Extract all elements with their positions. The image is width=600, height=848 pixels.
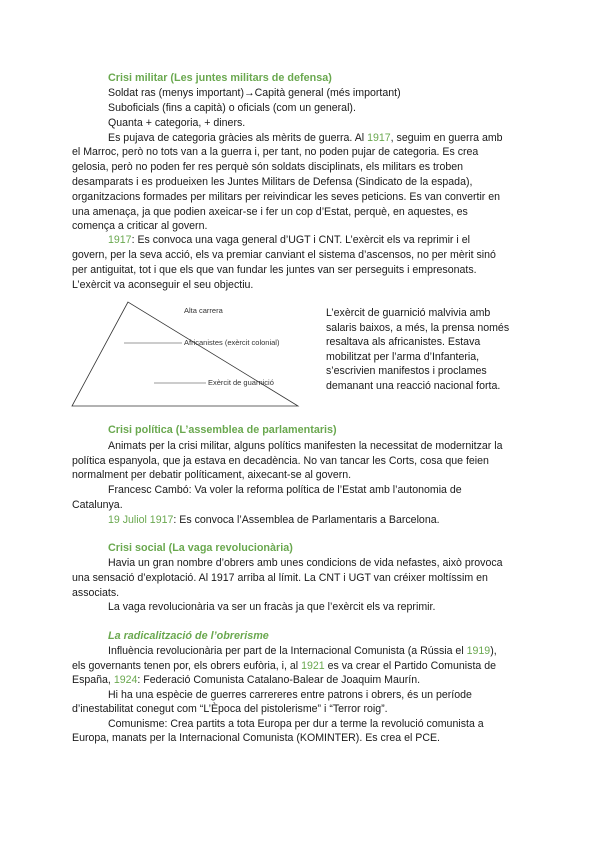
text-line [72,659,496,673]
text-line: per antiguitat, tot i que els que van fundar les juntes van ser perseguits i empresonats. [72,264,477,276]
text-line: d’inestabilitat conegut com “L’Època del pistolerisme” i “Terror roig”. [72,703,388,715]
side-note-line: L’exèrcit de guarnició malvivia amb [326,307,491,319]
text-run: , seguim en guerra amb [390,132,503,144]
text-line: Soldat ras (menys important)→Capità general (més important) [108,87,401,99]
text-line: política espanyola, que ja estava en decadència. No van tancar les Corts, cosa que feien [72,455,489,467]
text-line: Havia un gran nombre d’obrers amb unes condicions de vida nefastes, això provoca [108,557,503,569]
text-run: España, [72,674,114,686]
section-heading-crisi-politica: Crisi política (L’assemblea de parlamentaris) [108,424,337,436]
text-line: una sensació d’explotació. Al 1917 arriba al límit. La CNT i UGT van créixer moltíssim en [72,572,488,584]
text-line: associats. [72,587,120,599]
text-line [72,673,420,687]
text-run: Es pujava de categoria gràcies als mèrits de guerra. Al [108,132,368,144]
side-note-line: s’escrivien manifestos i proclames [326,365,487,377]
side-note-line: mobilitzat per l’arma d’Infanteria, [326,351,480,363]
text-line: comença a criticar al govern. [72,220,208,232]
pyramid-label-top: Alta carrera [184,306,223,315]
text-line: gelosia, però no poden fer res perquè són soldats disciplinats, els militars es troben [72,161,464,173]
pyramid-label-bot: Exèrcit de guarnició [208,378,274,387]
section-heading-crisi-social: Crisi social (La vaga revolucionària) [108,542,293,554]
side-note-line: demanant una reacció nacional forta. [326,380,501,392]
year-highlight: 1917 [367,132,391,144]
side-note-line: salaris baixos, a més, la prensa només [326,322,510,334]
text-line: govern, per la seva acció, els va premiar canviant el sistema d’ascensos, no per mèrit sinó [72,249,496,261]
text-line: el Marroc, però no tots van a la guerra i, per tant, no poden pujar de categoria. Es crea [72,146,479,158]
text-line: Suboficials (fins a capità) o oficials (com un general). [108,102,356,114]
text-run: ), [490,645,497,657]
year-highlight: 1917 [108,234,132,246]
text-run: Influència revolucionària per part de la Internacional Comunista (a Rússia el [108,645,467,657]
text-line: una amenaça, ja que podien axeicar-se i fer un cop d’Estat, perquè, en aquestes, es [72,206,468,218]
pyramid-outline [72,302,298,406]
text-line: Hi ha una espècie de guerres carrereres entre patrons i obrers, és un període [108,689,472,701]
text-run: : Es convoca l’Assemblea de Parlamentaris a Barcelona. [173,514,440,526]
text-line [108,233,470,247]
text-line: Comunisme: Crea partits a tota Europa per dur a terme la revolució comunista a [108,718,484,730]
year-highlight: 1919 [466,645,491,657]
text-line [108,513,440,527]
side-note-line: resaltava als africanistes. Estava [326,336,481,348]
date-highlight: 19 Juliol 1917 [108,514,174,526]
text-run: els governants tenen por, els obrers eufòria, i, al [72,660,302,672]
pyramid-label-mid: Africanistes (exèrcit colonial) [184,338,280,347]
text-line: organitzacions formades per militars per reivindicar les seves peticions. Es van convertir en [72,191,501,203]
text-line: Quanta + categoria, + diners. [108,117,246,129]
text-run: : Federació Comunista Catalano-Balear de Joaquim Maurín. [137,674,421,686]
year-highlight: 1921 [301,660,325,672]
text-line: Catalunya. [72,499,123,511]
text-line: Europa, manats per la Internacional Comunista (KOMINTER). Es crea el PCE. [72,732,440,744]
text-line: normalment per debatir políticament, aixecant-se al govern. [72,469,352,481]
section-heading-crisi-militar: Crisi militar (Les juntes militars de defensa) [108,72,332,84]
text-line: La vaga revolucionària va ser un fracàs ja que l’exèrcit els va reprimir. [108,601,436,613]
text-line: Francesc Cambó: Va voler la reforma política de l’Estat amb l’autonomia de [108,484,462,496]
text-run: es va crear el Partido Comunista de [324,660,497,672]
text-line: desamparats i es produeixen les Juntes Militars de Defensa (Sindicato de la espada), [72,176,473,188]
army-pyramid-diagram [66,296,306,412]
text-line [108,131,503,145]
section-heading-radicalitzacio: La radicalització de l’obrerisme [108,630,269,642]
year-highlight: 1924 [113,674,138,686]
text-line: Animats per la crisi militar, alguns polítics manifesten la necessitat de modernitzar la [108,440,503,452]
text-run: : Es convoca una vaga general d’UGT i CNT. L’exèrcit els va reprimir i el [131,234,470,246]
text-line: L’exèrcit va aconseguir el seu objectiu. [72,279,254,291]
text-line [108,644,497,658]
